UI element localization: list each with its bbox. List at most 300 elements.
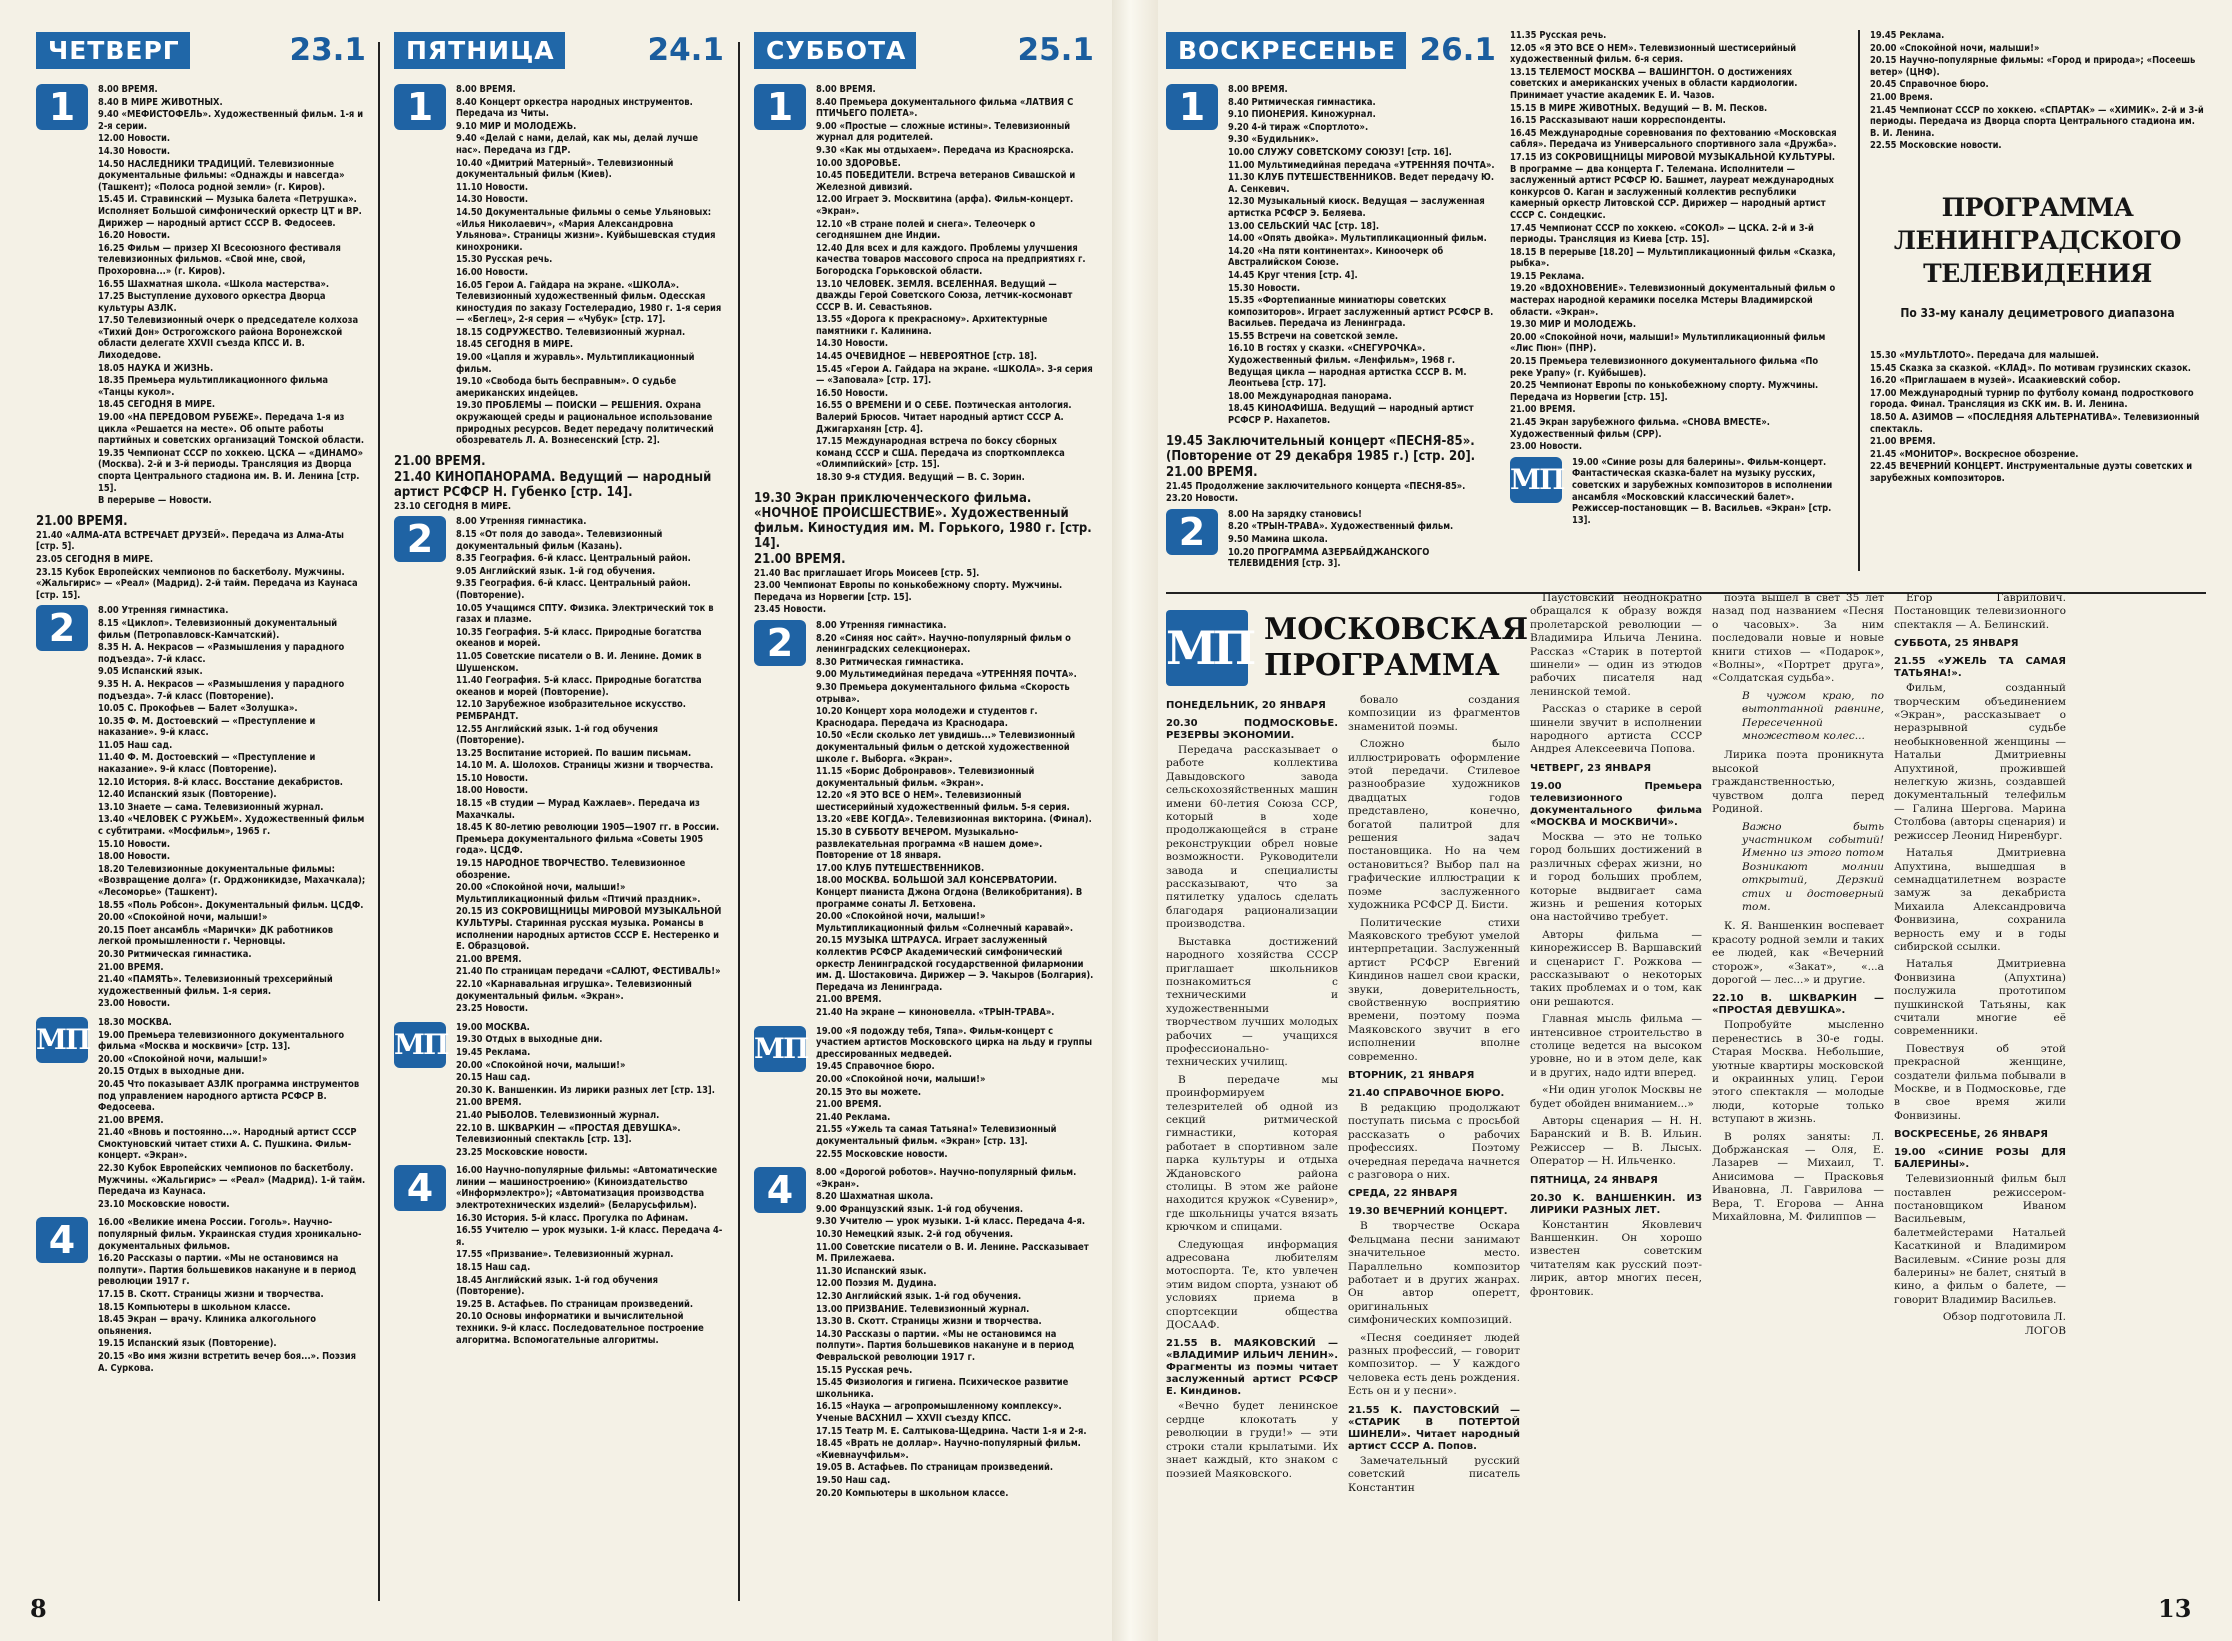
program-item: 21.00 ВРЕМЯ. <box>98 961 164 973</box>
program-item: 19.45 Реклама. <box>1870 30 1945 41</box>
program-item: 15.10 Новости. <box>98 838 170 850</box>
day-name: ВОСКРЕСЕНЬЕ <box>1166 32 1406 69</box>
program-item: 11.10 Новости. <box>456 181 528 193</box>
program-list-highlight <box>36 514 366 529</box>
program-item: 20.45 Справочное бюро. <box>1870 79 1989 91</box>
program-list <box>36 530 366 602</box>
day-date: 23.1 <box>289 32 366 68</box>
moscow-channel-block <box>1510 457 1840 528</box>
program-item: 16.30 История. 5-й класс. Прогулка по Афинам. <box>456 1212 689 1224</box>
program-item: 21.45 Экран зарубежного фильма. «СНОВА ВМЕСТЕ». Художественный фильм (СРР). <box>1510 417 1770 440</box>
program-item: 13.30 В. Скотт. Страницы жизни и творчества. <box>816 1316 1042 1328</box>
moscow-program-article <box>1166 592 2206 1592</box>
program-item: 20.15 Это вы можете. <box>816 1086 922 1098</box>
channel-4-block <box>36 1217 366 1375</box>
program-item: 16.55 О ВРЕМЕНИ И О СЕБЕ. Поэтическая антология. Валерий Брюсов. Читает народный артист СССР А. Джигарханян [стр. 4]. <box>816 400 1072 435</box>
program-item: 19.45 Справочное бюро. <box>816 1061 935 1073</box>
program-list <box>1228 509 1496 571</box>
program-item: 12.40 Для всех и для каждого. Проблемы улучшения качества товаров массового спроса на предприятиях г. Богородска Горьковской области. <box>816 242 1086 277</box>
program-item: 10.05 Учащимся СПТУ. Физика. Электрический ток в газах и плазме. <box>456 602 714 626</box>
program-item: 13.55 «Дорога к прекрасному». Архитектурные памятники г. Калинина. <box>816 314 1048 337</box>
program-list <box>456 1165 724 1347</box>
article-paragraph: В передаче мы проинформируем телезрителей об одной из секций ритмической гимнастики, которая работает в спортивном зале парка культуры и отдыха Ждановского района столицы. В этом же районе находится кружок «Сувенир», где школьницы учатся вязать крючком и спицами. <box>1166 1073 1338 1234</box>
program-item: 9.05 Испанский язык. <box>98 666 203 678</box>
program-item: 16.00 Научно-популярные фильмы: «Автоматические линии — машиностроению» (Киноиздательство «Информэлектро»); «Автоматизация производства электротехнических изделий» (Беларусьфильм). <box>456 1165 718 1212</box>
channel-1-block <box>754 84 1094 485</box>
article-subheading: ПЯТНИЦА, 24 ЯНВАРЯ <box>1530 1174 1658 1186</box>
moscow-channel-block <box>754 1026 1094 1162</box>
program-item: 9.10 МИР И МОЛОДЕЖЬ. <box>456 120 577 132</box>
program-item: 15.30 Новости. <box>1228 282 1300 294</box>
program-item: 15.45 Сказка за сказкой. «КЛАД». По мотивам грузинских сказок. <box>1870 362 2191 374</box>
program-item: 11.30 Испанский язык. <box>816 1265 927 1277</box>
program-item: 12.10 «В стране полей и снега». Телеочерк о сегодняшнем дне Индии. <box>816 218 1036 242</box>
article-paragraph: «Вечно будет ленинское сердце клокотать у революции в груди!» — эти строки стали крылатыми. Их знает каждый, кто знаком с поэзией Маяковского. <box>1166 1400 1338 1480</box>
program-item: 20.25 Чемпионат Европы по конькобежному спорту. Мужчины. Передача из Норвегии [стр. 15]. <box>1510 380 1819 403</box>
program-item: 12.00 Играет Э. Москвитина (арфа). Фильм-концерт. «Экран». <box>816 194 1074 217</box>
program-item: 19.50 Наш сад. <box>816 1474 891 1486</box>
program-item: 20.15 Наш сад. <box>456 1072 531 1084</box>
program-list-highlight <box>1166 434 1496 480</box>
leningrad-subtitle: По 33-му каналу дециметрового диапазона <box>1900 305 2175 320</box>
program-item: 19.15 Реклама. <box>1510 270 1585 282</box>
program-item: 8.40 В МИРЕ ЖИВОТНЫХ. <box>98 96 223 108</box>
channel-1-logo: 1 <box>1166 84 1218 130</box>
program-item: 11.15 «Борис Добронравов». Телевизионный документальный фильм. «Экран». <box>816 766 1035 789</box>
program-item: 16.25 Фильм — призер XI Всесоюзного фестиваля телевизионных фильмов. «Свой мне, свой, Прохоровна...» (г. Киров). <box>98 242 341 277</box>
program-item: 19.30 ПРОБЛЕМЫ — ПОИСКИ — РЕШЕНИЯ. Охрана окружающей среды и рациональное использование природных ресурсов. Ведет передачу политический обозреватель Л. А. Вознесенский [стр. 2]. <box>456 400 714 447</box>
program-item: 16.15 «Наука — агропромышленному комплексу». Ученые ВАСХНИЛ — XXVII съезду КПСС. <box>816 1401 1062 1424</box>
program-item: 8.00 Утренняя гимнастика. <box>816 619 947 631</box>
article-paragraph: Наталья Дмитриевна Апухтина, вышедшая в семнадцатилетнем возрасте замуж за декабриста Михаила Александровича Фонвизина, сохранила верность ему и в годы сибирской ссылки. <box>1894 847 2066 953</box>
program-item: 14.00 «Опять двойка». Мультипликационный фильм. <box>1228 233 1487 245</box>
poem-quote: Важно быть участником событий! Именно из этого потом Возникают молнии открытий, Дерзкий стих и достоверный том. <box>1742 820 1884 913</box>
program-item: 20.15 Премьера телевизионного документального фильма «По реке Урапу» (г. Куйбышев). <box>1510 356 1819 379</box>
program-item: 18.55 «Поль Робсон». Документальный фильм. ЦСДФ. <box>98 899 364 911</box>
program-item: 9.30 «Будильник». <box>1228 134 1319 146</box>
program-item: 9.30 Учителю — урок музыки. 1-й класс. Передача 4-я. <box>816 1216 1086 1228</box>
program-item: 20.00 «Спокойной ночи, малыши!» <box>1870 42 2040 54</box>
leningrad-title: ПРОГРАММА ЛЕНИНГРАДСКОГО ТЕЛЕВИДЕНИЯ <box>1893 192 2182 288</box>
program-item: 9.20 4-й тираж «Спортлото». <box>1228 121 1369 133</box>
article-column-4 <box>1712 592 1884 1584</box>
program-item: 21.40 Реклама. <box>816 1111 891 1123</box>
program-item: 16.20 Новости. <box>98 230 170 242</box>
program-item: 21.00 ВРЕМЯ. <box>816 994 882 1006</box>
saturday-column <box>754 30 1094 1605</box>
program-item: 12.05 «Я ЭТО ВСЕ О НЕМ». Телевизионный шестисерийный художественный фильм. 6-я серия. <box>1510 42 1797 66</box>
program-item: 10.30 Немецкий язык. 2-й год обучения. <box>816 1229 1014 1241</box>
article-paragraph: бовало создания композиции из фрагментов знаменитой поэмы. <box>1348 694 1520 733</box>
article-subheading: 22.10 В. ШКВАРКИН — «ПРОСТАЯ ДЕВУШКА». <box>1712 993 1884 1017</box>
program-item: 21.40 РЫБОЛОВ. Телевизионный журнал. <box>456 1109 660 1121</box>
program-item: 9.35 Н. А. Некрасов — «Размышления у парадного подъезда». 7-й класс (Повторение). <box>98 678 345 702</box>
page-fold <box>1112 0 1158 1641</box>
program-item: 21.00 ВРЕМЯ. <box>456 953 522 965</box>
article-paragraph: Главная мысль фильма — интенсивное строительство в столице ведется на высоком уровне, но и в этом деле, как и в других, надо идти вперед. <box>1530 1013 1702 1079</box>
program-item: 22.45 ВЕЧЕРНИЙ КОНЦЕРТ. Инструментальные дуэты советских и зарубежных композиторов. <box>1870 461 2193 484</box>
program-item: 12.10 История. 8-й класс. Восстание декабристов. <box>98 776 343 788</box>
program-item: 8.20 Шахматная школа. <box>816 1191 934 1203</box>
program-item: 23.00 Новости. <box>98 998 170 1010</box>
program-item: 9.00 «Простые — сложные истины». Телевизионный журнал для родителей. <box>816 120 1071 144</box>
program-item: 23.25 Новости. <box>456 1003 528 1015</box>
program-item: 20.15 Научно-популярные фильмы: «Город и природа»; «Посеешь ветер» (ЦНФ). <box>1870 55 2196 78</box>
program-item: 20.15 МУЗЫКА ШТРАУСА. Играет заслуженный коллектив РСФСР Академический симфонический оркестр Ленинградской государственной филармонии им. Д. Шостаковича. Дирижер — Э. Чакыров (Болгария). Передача из Ленинграда. <box>816 935 1094 993</box>
right-page <box>1158 0 2232 1641</box>
program-item: 11.30 КЛУБ ПУТЕШЕСТВЕННИКОВ. Ведет передачу Ю. А. Сенкевич. <box>1228 172 1494 195</box>
program-item: 11.40 Ф. М. Достоевский — «Преступление и наказание». 9-й класс (Повторение). <box>98 752 316 776</box>
channel-1-logo: 1 <box>36 84 88 130</box>
program-item: 11.05 Советские писатели о В. И. Ленине. Домик в Шушенском. <box>456 650 702 674</box>
article-paragraph: Телевизионный фильм был поставлен режиссером-постановщиком Иваном Васильевым, балетмейстерами Натальей Касаткиной и Владимиром Василевым. «Синие розы для балерины» не балет, снятый в кино, а фильм о балете, — говорит Владимир Васильев. <box>1894 1173 2066 1306</box>
program-item: 21.00 ВРЕМЯ. <box>1870 436 1936 448</box>
program-item: 13.10 Знаете — сама. Телевизионный журнал. <box>98 801 324 813</box>
program-item: 21.40 «ПАМЯТЬ». Телевизионный трехсерийный художественный фильм. 1-я серия. <box>98 974 333 997</box>
article-subheading: 21.55 В. МАЯКОВСКИЙ — «ВЛАДИМИР ИЛЬИЧ ЛЕНИН». Фрагменты из поэмы читает заслуженный артист РСФСР Е. Киндинов. <box>1166 1338 1338 1398</box>
program-list <box>98 84 366 508</box>
program-list <box>394 501 724 513</box>
article-paragraph: Выставка достижений народного хозяйства СССР приглашает школьников познакомиться с техническими и художественными творчеством лучших молодых рабочих — учащихся профессионально-технических училищ. <box>1166 935 1338 1069</box>
program-item: 20.00 «Спокойной ночи, малыши!» Мультипликационный фильм «Солнечный каравай». <box>816 911 1074 934</box>
program-item: 19.05 В. Астафьев. По страницам произведений. <box>816 1462 1054 1474</box>
program-item: 9.35 География. 6-й класс. Центральный район. (Повторение). <box>456 578 691 601</box>
program-item: 18.15 «В студии — Мурад Кажлаев». Передача из Махачкалы. <box>456 798 700 821</box>
channel-4-block <box>754 1167 1094 1500</box>
channel-4-logo: 4 <box>394 1165 446 1211</box>
program-item: 10.35 Ф. М. Достоевский — «Преступление и наказание». 9-й класс. <box>98 715 316 739</box>
channel-4-logo: 4 <box>754 1167 806 1213</box>
program-item: 10.50 «Если сколько лет увидишь...» Телевизионный документальный фильм о детской художественной школе г. Выборга. «Экран». <box>816 730 1076 765</box>
program-item: 17.15 ИЗ СОКРОВИЩНИЦЫ МИРОВОЙ МУЗЫКАЛЬНОЙ КУЛЬТУРЫ. В программе — два концерта Г. Телемана. Исполнители — заслуженный артист РСФСР Ю. Башмет, лауреат международных конкурсов О. Каган и заслуженный коллектив республики камерный оркестр Литовской ССР. Дирижер — народный артист СССР С. Сондецкис. <box>1510 151 1836 221</box>
article-subheading: 20.30 ПОДМОСКОВЬЕ. РЕЗЕРВЫ ЭКОНОМИИ. <box>1166 718 1338 741</box>
day-header <box>394 30 724 70</box>
program-item: 20.15 «Во имя жизни встретить вечер боя...». Поэзия А. Суркова. <box>98 1350 356 1374</box>
day-date: 25.1 <box>1017 32 1094 68</box>
article-paragraph: Политические стихи Маяковского требуют умелой интерпретации. Заслуженный артист РСФСР Евгений Киндинов нашел свои краски, звуки, доверительность, свойственную восприятию времени, поэтому поэма Маяковского звучит в его исполнении вполне современно. <box>1348 916 1520 1063</box>
column-divider <box>738 42 740 1601</box>
program-item: 16.15 Рассказывают наши корреспонденты. <box>1510 115 1726 127</box>
poem-quote: В чужом краю, по вытоптанной равнине, Пересеченной множеством колес... <box>1742 689 1884 743</box>
program-item: 8.00 «Дорогой роботов». Научно-популярный фильм. «Экран». <box>816 1167 1077 1190</box>
article-paragraph: Передача рассказывает о работе коллектива Давыдовского завода сельскохозяйственных машин имени 60-летия Союза ССР, который в ходе продолжающейся в стране реконструкции обрел новые возможности. Руководители завода и специалисты рассказывают, что за пятилетку удалось сделать благодаря рационализации производства. <box>1166 744 1338 931</box>
program-item: 10.45 ПОБЕДИТЕЛИ. Встреча ветеранов Сивашской и Железной дивизий. <box>816 170 1076 193</box>
program-item: 14.50 НАСЛЕДНИКИ ТРАДИЦИЙ. Телевизионные документальные фильмы: «Однажды и навсегда» (Ташкент); «Полоса родной земли» (г. Киров). <box>98 158 345 193</box>
article-paragraph: Паустовский неоднократно обращался к образу вождя пролетарской революции — Владимира Ильича Ленина. Рассказ «Старик в потертой шинели» — один из этюдов рабочих писателя над ленинской темой. <box>1530 592 1702 698</box>
program-item: 18.35 Премьера мультипликационного фильма «Танцы кукол». <box>98 375 329 398</box>
day-header <box>36 30 366 70</box>
program-item: 18.00 Новости. <box>98 851 170 863</box>
program-item: 20.00 «Спокойной ночи, малыши!» <box>98 1053 268 1065</box>
channel-4-block <box>394 1165 724 1347</box>
program-list <box>98 1017 366 1212</box>
leningrad-column <box>1870 30 2205 590</box>
article-byline: Обзор подготовила Л. ЛОГОВ <box>1942 1311 2066 1337</box>
program-item: 16.00 «Великие имена России. Гоголь». Научно-популярный фильм. Украинская студия хроникально-документальных фильмов. <box>98 1217 362 1252</box>
program-item: 22.55 Московские новости. <box>816 1148 948 1160</box>
article-subheading: ЧЕТВЕРГ, 23 ЯНВАРЯ <box>1530 762 1652 774</box>
program-item: 8.15 «От поля до завода». Телевизионный документальный фильм (Казань). <box>456 529 663 552</box>
moscow-channel-logo: МП <box>1510 457 1562 503</box>
sunday-column-continued <box>1510 30 1840 590</box>
article-subheading: 21.55 К. ПАУСТОВСКИЙ — «СТАРИК В ПОТЕРТОЙ ШИНЕЛИ». Читает народный артист СССР А. Попов. <box>1348 1404 1520 1452</box>
program-item: 14.30 Новости. <box>816 338 888 350</box>
program-item: 19.45 Реклама. <box>456 1046 531 1058</box>
page-number-right: 13 <box>2158 1594 2192 1623</box>
article-paragraph: Сложно было иллюстрировать оформление этой передачи. Стилевое разнообразие художников двадцатых годов представлено, конечно, богатой палитрой для решения задач постановщика. Но на чем остановиться? Выбор пал на графические иллюстрации к поэме заслуженного художника РСФСР Д. Бисти. <box>1348 738 1520 912</box>
program-item: 21.40 «АЛМА-АТА ВСТРЕЧАЕТ ДРУЗЕЙ». Передача из Алма-Аты [стр. 5]. <box>36 529 344 553</box>
program-item: 20.00 «Спокойной ночи, малыши!» <box>816 1073 986 1085</box>
channel-2-logo: 2 <box>1166 509 1218 555</box>
program-item: 21.00 ВРЕМЯ. <box>456 1097 522 1109</box>
program-item: 18.20 Телевизионные документальные фильмы: «Возвращение долга» (г. Орджоникидзе, Махачкала); «Лесоморье» (Ташкент). <box>98 863 366 898</box>
program-list <box>816 620 1094 1020</box>
program-item: 18.00 МОСКВА. БОЛЬШОЙ ЗАЛ КОНСЕРВАТОРИИ. Концерт пианиста Джона Огдона (Великобритания). В программе сонаты Л. Бетховена. <box>816 875 1083 910</box>
program-item: 20.30 К. Ваншенкин. Из лирики разных лет [стр. 13]. <box>456 1084 715 1096</box>
article-paragraph: Наталья Дмитриевна Фонвизина (Апухтина) послужила прототипом пушкинской Татьяны, как считали многие её современники. <box>1894 958 2066 1038</box>
program-item: 8.40 Концерт оркестра народных инструментов. Передача из Читы. <box>456 96 693 120</box>
article-subheading: ВОСКРЕСЕНЬЕ, 26 ЯНВАРЯ <box>1894 1129 2048 1141</box>
channel-2-block <box>1166 509 1496 571</box>
program-item: 19.30 МИР И МОЛОДЕЖЬ. <box>1510 319 1637 331</box>
program-item: 19.00 МОСКВА. <box>456 1021 530 1033</box>
article-paragraph: Егор Гаврилович. Постановщик телевизионного спектакля — А. Белинский. <box>1894 592 2066 631</box>
program-item: 15.30 «МУЛЬТЛОТО». Передача для малышей. <box>1870 349 2099 361</box>
program-item: 16.45 Международные соревнования по фехтованию «Московская сабля». Передача из Универсального спортивного зала «Дружба». <box>1510 127 1837 151</box>
program-item: 17.15 Театр М. Е. Салтыкова-Щедрина. Части 1-я и 2-я. <box>816 1425 1087 1437</box>
program-item: 18.15 Наш сад. <box>456 1262 531 1274</box>
program-item: 17.45 Чемпионат СССР по хоккею. «СОКОЛ» — ЦСКА. 2-й и 3-й периоды. Трансляция из Киева [стр. 15]. <box>1510 222 1814 246</box>
program-item: 20.00 «Спокойной ночи, малыши!» Мультипликационный фильм «Лис Пюн» (ПНР). <box>1510 331 1826 355</box>
moscow-program-header <box>1166 610 1529 686</box>
article-subheading: СУББОТА, 25 ЯНВАРЯ <box>1894 638 2019 650</box>
left-page <box>0 0 1112 1641</box>
program-item: 18.45 КИНОАФИША. Ведущий — народный артист РСФСР Р. Нахапетов. <box>1228 403 1474 427</box>
moscow-channel-block <box>394 1022 724 1160</box>
program-list <box>1572 457 1840 528</box>
program-item: 21.00 ВРЕМЯ. <box>98 1114 164 1126</box>
program-item: 18.45 СЕГОДНЯ В МИРЕ. <box>98 399 216 411</box>
article-paragraph: Попробуйте мысленно перенестись в 30-е годы. Старая Москва. Небольшие, уютные квартиры московской и окраинных улиц. Герои этого спектакля — молодые люди, которые только вступают в жизнь. <box>1712 1019 1884 1126</box>
program-item: 21.40 КИНОПАНОРАМА. Ведущий — народный артист РСФСР Н. Губенко [стр. 14]. <box>394 469 712 500</box>
program-item: 20.15 ИЗ СОКРОВИЩНИЦЫ МИРОВОЙ МУЗЫКАЛЬНОЙ КУЛЬТУРЫ. Старинная русская музыка. Романсы в исполнении народных артистов СССР Е. Нестеренко и Е. Образцовой. <box>456 906 722 953</box>
program-item: 15.45 И. Стравинский — Музыка балета «Петрушка». Исполняет Большой симфонический оркестр ЦТ и ВР. Дирижер — народный артист СССР В. Федосеев. <box>98 194 362 229</box>
program-item: 8.15 «Циклоп». Телевизионный документальный фильм (Петропавловск-Камчатский). <box>98 617 338 641</box>
article-subheading: ПОНЕДЕЛЬНИК, 20 ЯНВАРЯ <box>1166 700 1326 711</box>
program-item: 20.15 Отдых в выходные дни. <box>98 1066 245 1078</box>
program-item: 22.30 Кубок Европейских чемпионов по баскетболу. Мужчины. «Жальгирис» — «Реал» (Мадрид). 1-й тайм. Передача из Каунаса. <box>98 1163 366 1198</box>
program-item: 18.15 Компьютеры в школьном классе. <box>98 1301 291 1313</box>
program-item: 18.45 «Врать не доллар». Научно-популярный фильм. «Киевнаучфильм». <box>816 1438 1081 1461</box>
program-list <box>456 84 724 448</box>
channel-2-block <box>36 605 366 1011</box>
program-list <box>98 1217 366 1375</box>
program-item: 16.10 В гостях у сказки. «СНЕГУРОЧКА». Художественный фильм. «Ленфильм», 1968 г. Ведущая цикла — народная артистка СССР В. М. Леонтьева [стр. 17]. <box>1228 343 1467 390</box>
program-item: 11.40 География. 5-й класс. Природные богатства океанов и морей (Повторение). <box>456 675 702 698</box>
program-item: 20.00 «Спокойной ночи, малыши!» <box>456 1059 626 1071</box>
program-item: 12.10 Зарубежное изобразительное искусство. РЕМБРАНДТ. <box>456 699 686 722</box>
article-paragraph: В редакцию продолжают поступать письма с просьбой рассказать о рабочих профессиях. Поэтому очередная передача начнется с разговора о них. <box>1348 1101 1520 1181</box>
program-item: 19.00 «Синие розы для балерины». Фильм-концерт. Фантастическая сказка-балет на музыку русских, советских и зарубежных композиторов в исполнении ансамбля «Московский классический балет». Режиссер-постановщик — В. Васильев. «Экран» [стр. 13]. <box>1572 456 1833 526</box>
program-item: 12.20 «Я ЭТО ВСЕ О НЕМ». Телевизионный шестисерийный художественный фильм. 5-я серия. <box>816 790 1070 813</box>
program-item: 14.45 ОЧЕВИДНОЕ — НЕВЕРОЯТНОЕ [стр. 18]. <box>816 351 1038 363</box>
program-item: 16.00 Новости. <box>456 266 528 278</box>
program-item: 12.55 Английский язык. 1-й год обучения (Повторение). <box>456 723 658 747</box>
article-paragraph: Фильм, созданный творческим объединением «Экран», рассказывает о неразрывной судьбе необыкновенной женщины — Натальи Дмитриевны Апухтиной, прожившей нелегкую жизнь, создавшей документальный телефильм — Галина Шергова. Марина Столбова (авторы сценария) и режиссер Леонид Ниренбург. <box>1894 682 2066 842</box>
program-item: 16.20 Рассказы о партии. «Мы не остановимся на полпути». Партия большевиков накануне и в период революции 1917 г. <box>98 1253 357 1288</box>
program-item: 21.00 ВРЕМЯ. <box>394 453 486 469</box>
program-item: 23.45 Новости. <box>754 604 826 616</box>
program-item: 17.00 КЛУБ ПУТЕШЕСТВЕННИКОВ. <box>816 862 985 874</box>
article-subheading: 21.40 СПРАВОЧНОЕ БЮРО. <box>1348 1087 1505 1099</box>
program-item: 17.55 «Призвание». Телевизионный журнал. <box>456 1249 674 1261</box>
channel-2-block <box>754 620 1094 1020</box>
program-item: 10.40 «Дмитрий Матерный». Телевизионный документальный фильм (Киев). <box>456 157 674 181</box>
program-item: 19.25 В. Астафьев. По страницам произведений. <box>456 1298 694 1310</box>
program-item: 19.00 «НА ПЕРЕДОВОМ РУБЕЖЕ». Передача 1-я из цикла «Решается на месте». Об опыте работы партийных и советских организаций Томской области. <box>98 412 365 447</box>
program-item: 16.05 Герои А. Гайдара на экране. «ШКОЛА». Телевизионный художественный фильм. Одесская киностудия по заказу Гостелерадио, 1980 г. 1-я серия — «Беглец», 2-я серия — «Чубук» [стр. 17]. <box>456 279 722 326</box>
program-item: 8.40 Ритмическая гимнастика. <box>1228 96 1376 108</box>
page-number-left: 8 <box>30 1594 47 1623</box>
program-item: 23.25 Московские новости. <box>456 1146 588 1158</box>
program-item: 10.00 ЗДОРОВЬЕ. <box>816 157 901 169</box>
article-subheading: ВТОРНИК, 21 ЯНВАРЯ <box>1348 1069 1475 1081</box>
article-column-2 <box>1348 694 1520 1584</box>
program-item: 8.20 «ТРЫН-ТРАВА». Художественный фильм. <box>1228 521 1454 533</box>
program-item: 20.00 «Спокойной ночи, малыши!» <box>98 912 268 924</box>
program-item: 8.40 Премьера документального фильма «ЛАТВИЯ С ПТИЧЬЕГО ПОЛЕТА». <box>816 96 1074 120</box>
program-list <box>816 1026 1094 1162</box>
program-item: 21.40 «Вновь и постоянно...». Народный артист СССР Смоктуновский читает стихи А. С. Пушкина. Фильм-концерт. «Экран». <box>98 1127 357 1162</box>
program-item: 23.20 Новости. <box>1166 493 1238 505</box>
sunday-column <box>1166 30 1496 590</box>
program-item: 14.10 М. А. Шолохов. Страницы жизни и творчества. <box>456 760 714 772</box>
program-item: 12.30 Английский язык. 1-й год обучения. <box>816 1291 1022 1303</box>
program-item: 19.15 НАРОДНОЕ ТВОРЧЕСТВО. Телевизионное обозрение. <box>456 858 686 881</box>
program-item: 9.00 Мультимедийная передача «УТРЕННЯЯ ПОЧТА». <box>816 669 1077 681</box>
program-item: 12.40 Испанский язык (Повторение). <box>98 789 277 801</box>
program-item: 8.20 «Синяя нос сайт». Научно-популярный фильм о ленинградских селекционерах. <box>816 632 1071 656</box>
program-item: 8.35 География. 6-й класс. Центральный район. <box>456 553 691 565</box>
program-item: 9.50 Мамина школа. <box>1228 534 1328 545</box>
program-item: 21.00 ВРЕМЯ. <box>754 551 846 567</box>
program-item: 18.15 СОДРУЖЕСТВО. Телевизионный журнал. <box>456 326 686 338</box>
program-list <box>456 1022 724 1160</box>
program-item: 15.10 Новости. <box>456 772 528 784</box>
program-item: 16.50 Новости. <box>816 387 888 399</box>
program-item: 19.20 «ВДОХНОВЕНИЕ». Телевизионный документальный фильм о мастерах народной керамики поселка Мстеры Владимирской области. «Экран». <box>1510 283 1836 318</box>
moscow-channel-logo: МП <box>1166 610 1248 686</box>
moscow-program-title: МОСКОВСКАЯ ПРОГРАММА <box>1264 612 1529 683</box>
article-paragraph: Рассказ о старике в серой шинели звучит в исполнении народного артиста СССР Андрея Алексеевича Попова. <box>1530 703 1702 756</box>
program-item: 21.40 На экране — киноновелла. «ТРЫН-ТРАВА». <box>816 1006 1055 1018</box>
program-item: 15.35 «Фортепианные миниатюры советских композиторов». Играет заслуженный артист РСФСР В. Васильев. Передача из Ленинграда. <box>1228 295 1494 330</box>
program-item: 13.40 «ЧЕЛОВЕК С РУЖЬЕМ». Художественный фильм с субтитрами. «Мосфильм», 1965 г. <box>98 814 365 838</box>
day-date: 26.1 <box>1419 32 1496 68</box>
program-item: 13.00 ПРИЗВАНИЕ. Телевизионный журнал. <box>816 1303 1030 1315</box>
program-item: 18.15 В перерыве [18.20] — Мультипликационный фильм «Сказка, рыбка». <box>1510 246 1836 270</box>
article-paragraph: Авторы сценария — Н. Н. Баранский и В. В. Ильин. Режиссер — В. Лысых. Оператор — Н. Ильченко. <box>1530 1115 1702 1168</box>
program-item: 17.50 Телевизионный очерк о председателе колхоза «Тихий Дон» Острогожского района Воронежской области делегате XXVII съезда КПСС И. В. Лиходедове. <box>98 315 359 362</box>
program-item: 21.40 Вас приглашает Игорь Моисеев [стр. 5]. <box>754 567 980 579</box>
program-item: 18.45 Английский язык. 1-й год обучения (Повторение). <box>456 1274 658 1298</box>
program-item: 16.20 «Приглашаем в музей». Исаакиевский собор. <box>1870 375 2121 387</box>
program-item: 16.55 Шахматная школа. «Школа мастерства». <box>98 278 330 290</box>
article-paragraph: «Песня соединяет людей разных профессий, — говорит композитор. — У каждого человека есть день рождения. Есть он и у песни». <box>1348 1331 1520 1398</box>
program-item: 23.05 СЕГОДНЯ В МИРЕ. <box>36 553 154 565</box>
day-name: СУББОТА <box>754 32 916 69</box>
day-date: 24.1 <box>647 32 724 68</box>
article-paragraph: Авторы фильма — кинорежиссер В. Варшавский и сценарист Г. Рожкова — рассказывают о некоторых таких проблемах и о том, как они решаются. <box>1530 928 1702 1008</box>
program-item: 10.05 С. Прокофьев — Балет «Золушка». <box>98 703 298 715</box>
program-item: 20.10 Основы информатики и вычислительной техники. 9-й класс. Последовательное построение алгоритма. Вспомогательные алгоритмы. <box>456 1311 704 1346</box>
program-item: 20.15 Поет ансамбль «Марички» ДК работников легкой промышленности г. Черновцы. <box>98 924 334 948</box>
program-item: 10.35 География. 5-й класс. Природные богатства океанов и морей. <box>456 626 702 650</box>
program-item: 8.00 Утренняя гимнастика. <box>98 605 229 617</box>
program-list <box>98 605 366 1011</box>
program-item: 10.00 СЛУЖУ СОВЕТСКОМУ СОЮЗУ! [стр. 16]. <box>1228 146 1452 158</box>
program-item: 19.00 Премьера телевизионного документального фильма «Москва и москвичи» [стр. 13]. <box>98 1029 345 1053</box>
program-item: 9.30 Премьера документального фильма «Скорость отрыва». <box>816 681 1070 705</box>
program-item: 11.00 Мультимедийная передача «УТРЕННЯЯ ПОЧТА». <box>1228 159 1495 171</box>
program-item: 13.25 Воспитание историей. По вашим письмам. <box>456 747 692 759</box>
program-item: 20.20 Компьютеры в школьном классе. <box>816 1487 1009 1499</box>
program-item: 21.00 ВРЕМЯ. <box>816 1099 882 1111</box>
program-item: 19.30 Отдых в выходные дни. <box>456 1034 603 1046</box>
article-paragraph: Лирика поэта проникнута высокой гражданственностью, чувством долга перед Родиной. <box>1712 749 1884 816</box>
program-item: 9.00 Французский язык. 1-й год обучения. <box>816 1203 1024 1215</box>
program-item: 17.00 Международный турнир по футболу команд подросткового города. Финал. Трансляция из СКК им. В. И. Ленина. <box>1870 387 2194 411</box>
program-item: 23.00 Новости. <box>1510 441 1582 453</box>
program-item: 16.55 Учителю — урок музыки. 1-й класс. Передача 4-я. <box>456 1225 723 1248</box>
program-item: 19.00 «Я подожду тебя, Тяпа». Фильм-концерт с участием артистов Московского цирка на льду и группы дрессированных медведей. <box>816 1025 1093 1060</box>
program-list-highlight <box>754 491 1094 567</box>
program-item: 14.50 Документальные фильмы о семье Ульяновых: «Илья Николаевич», «Мария Александровна Ульянова». Страницы жизни». Куйбышевская студия кинохроники. <box>456 206 716 253</box>
program-item: 20.30 Ритмическая гимнастика. <box>98 948 252 960</box>
article-subheading: 20.30 К. ВАНШЕНКИН. ИЗ ЛИРИКИ РАЗНЫХ ЛЕТ. <box>1530 1192 1702 1216</box>
program-item: 18.00 Новости. <box>456 785 528 797</box>
program-item: 15.45 «Герои А. Гайдара на экране. «ШКОЛА». 3-я серия — «Заповала» [стр. 17]. <box>816 363 1093 387</box>
program-item: 21.55 «Ужель та самая Татьяна!» Телевизионный документальный фильм. «Экран» [стр. 13]. <box>816 1124 1057 1147</box>
day-header <box>1166 30 1496 70</box>
program-item: 8.30 Ритмическая гимнастика. <box>816 656 964 668</box>
program-item: 9.40 «МЕФИСТОФЕЛЬ». Художественный фильм. 1-я и 2-я серии. <box>98 109 364 132</box>
program-list <box>816 84 1094 485</box>
channel-1-block <box>36 84 366 508</box>
channel-1-block <box>394 84 724 448</box>
program-item: 19.45 Заключительный концерт «ПЕСНЯ-85». (Повторение от 29 декабря 1985 г.) [стр. 20]. <box>1166 433 1476 464</box>
program-item: 15.15 Русская речь. <box>816 1364 913 1376</box>
channel-1-block <box>1166 84 1496 428</box>
program-item: 8.00 ВРЕМЯ. <box>456 84 516 95</box>
program-item: 23.10 СЕГОДНЯ В МИРЕ. <box>394 500 512 512</box>
program-item: 21.00 ВРЕМЯ. <box>1166 464 1258 480</box>
program-list <box>1228 84 1496 428</box>
column-divider <box>1858 30 1860 571</box>
program-item: 23.00 Чемпионат Европы по конькобежному спорту. Мужчины. Передача из Норвегии [стр. 15]. <box>754 580 1063 603</box>
program-item: 14.30 Рассказы о партии. «Мы не остановимся на полпути». Партия большевиков накануне и в период Февральской революции 1917 г. <box>816 1328 1075 1363</box>
program-item: 18.30 9-я СТУДИЯ. Ведущий — В. С. Зорин. <box>816 472 1025 483</box>
program-item: 18.45 К 80-летию революции 1905—1907 гг. в России. Премьера документального фильма «Советы 1905 года». ЦСДФ. <box>456 822 720 857</box>
program-item: 14.30 Новости. <box>456 194 528 206</box>
program-item: 21.00 Время. <box>1870 91 1933 103</box>
moscow-channel-logo: МП <box>36 1017 88 1063</box>
program-item: 19.15 Испанский язык (Повторение). <box>98 1338 277 1350</box>
article-paragraph: В творчестве Оскара Фельцмана песни занимают значительное место. Параллельно композитор работает и в других жанрах. Он автор оперетт, оригинальных симфонических композиций. <box>1348 1220 1520 1327</box>
article-subheading: 21.55 «УЖЕЛЬ ТА САМАЯ ТАТЬЯНА!». <box>1894 656 2066 680</box>
program-item: 18.30 МОСКВА. <box>98 1016 172 1028</box>
program-item: 21.45 «МОНИТОР». Воскресное обозрение. <box>1870 448 2079 460</box>
